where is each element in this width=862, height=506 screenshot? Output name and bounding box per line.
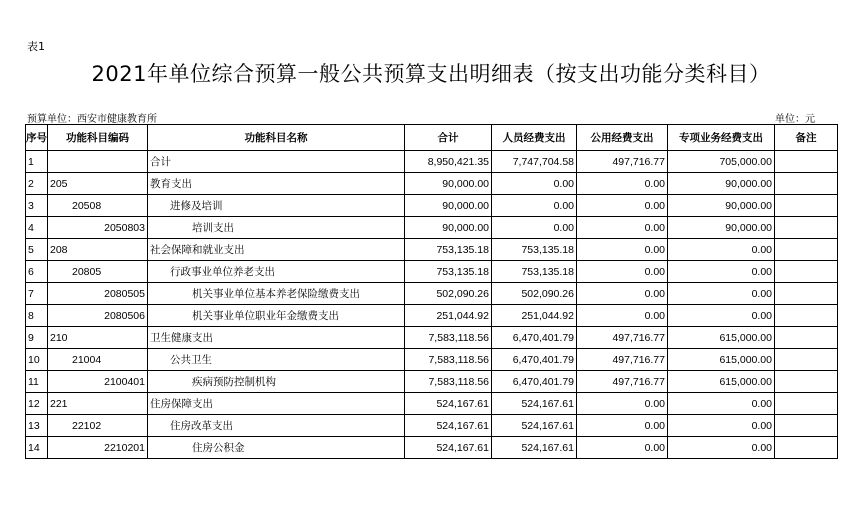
- row-remarks: [775, 283, 838, 305]
- row-personnel: 0.00: [492, 217, 577, 239]
- row-remarks: [775, 327, 838, 349]
- row-seq: 10: [26, 349, 48, 371]
- row-seq: 1: [26, 151, 48, 173]
- row-public: 0.00: [577, 305, 668, 327]
- table-row: [26, 437, 838, 459]
- row-remarks: [775, 173, 838, 195]
- row-total: 502,090.26: [405, 283, 492, 305]
- row-seq: 4: [26, 217, 48, 239]
- header-name: 功能科目名称: [148, 125, 405, 151]
- row-remarks: [775, 415, 838, 437]
- row-total: 7,583,118.56: [405, 371, 492, 393]
- row-special: 0.00: [668, 415, 775, 437]
- row-personnel: 0.00: [492, 173, 577, 195]
- row-code: 2210201: [48, 437, 148, 459]
- row-name: 教育支出: [148, 173, 405, 195]
- row-special: 0.00: [668, 393, 775, 415]
- row-public: 497,716.77: [577, 371, 668, 393]
- row-name: 机关事业单位职业年金缴费支出: [148, 305, 405, 327]
- row-seq: 14: [26, 437, 48, 459]
- row-public: 0.00: [577, 283, 668, 305]
- row-code: 21004: [48, 349, 148, 371]
- header-row: [26, 125, 838, 151]
- row-code: [48, 151, 148, 173]
- header-total: 合计: [405, 125, 492, 151]
- row-public: 0.00: [577, 217, 668, 239]
- row-special: 0.00: [668, 261, 775, 283]
- row-name: 住房保障支出: [148, 393, 405, 415]
- row-name: 疾病预防控制机构: [148, 371, 405, 393]
- row-name: 住房公积金: [148, 437, 405, 459]
- row-personnel: 6,470,401.79: [492, 349, 577, 371]
- row-special: 0.00: [668, 283, 775, 305]
- row-public: 497,716.77: [577, 151, 668, 173]
- header-public: 公用经费支出: [577, 125, 668, 151]
- header-special: 专项业务经费支出: [668, 125, 775, 151]
- row-personnel: 6,470,401.79: [492, 327, 577, 349]
- row-personnel: 524,167.61: [492, 415, 577, 437]
- row-special: 90,000.00: [668, 217, 775, 239]
- row-special: 615,000.00: [668, 371, 775, 393]
- row-name: 培训支出: [148, 217, 405, 239]
- header-personnel: 人员经费支出: [492, 125, 577, 151]
- row-personnel: 502,090.26: [492, 283, 577, 305]
- row-total: 7,583,118.56: [405, 349, 492, 371]
- header-code: 功能科目编码: [48, 125, 148, 151]
- row-public: 0.00: [577, 239, 668, 261]
- row-code: 221: [48, 393, 148, 415]
- row-special: 705,000.00: [668, 151, 775, 173]
- row-name: 社会保障和就业支出: [148, 239, 405, 261]
- row-special: 615,000.00: [668, 327, 775, 349]
- row-personnel: 251,044.92: [492, 305, 577, 327]
- row-code: 20508: [48, 195, 148, 217]
- row-name: 行政事业单位养老支出: [148, 261, 405, 283]
- row-public: 0.00: [577, 173, 668, 195]
- row-personnel: 753,135.18: [492, 261, 577, 283]
- unit-measure: 单位：元: [775, 114, 815, 125]
- row-code: 2100401: [48, 371, 148, 393]
- table-row: [26, 239, 838, 261]
- table-row: [26, 195, 838, 217]
- table-row: [26, 349, 838, 371]
- row-public: 497,716.77: [577, 349, 668, 371]
- row-seq: 8: [26, 305, 48, 327]
- row-code: 2050803: [48, 217, 148, 239]
- row-name: 进修及培训: [148, 195, 405, 217]
- table-row: [26, 151, 838, 173]
- row-remarks: [775, 239, 838, 261]
- table-row: [26, 305, 838, 327]
- row-total: 753,135.18: [405, 239, 492, 261]
- table-row: [26, 371, 838, 393]
- row-public: 0.00: [577, 437, 668, 459]
- header-seq: 序号: [26, 125, 48, 151]
- table-row: [26, 173, 838, 195]
- row-total: 90,000.00: [405, 173, 492, 195]
- row-public: 0.00: [577, 393, 668, 415]
- row-seq: 9: [26, 327, 48, 349]
- row-special: 0.00: [668, 437, 775, 459]
- row-name: 住房改革支出: [148, 415, 405, 437]
- page-title: 2021年单位综合预算一般公共预算支出明细表（按支出功能分类科目）: [91, 62, 771, 86]
- row-seq: 11: [26, 371, 48, 393]
- table-body: [26, 151, 838, 459]
- table-row: [26, 261, 838, 283]
- row-code: 2080505: [48, 283, 148, 305]
- row-code: 210: [48, 327, 148, 349]
- row-personnel: 524,167.61: [492, 437, 577, 459]
- row-personnel: 6,470,401.79: [492, 371, 577, 393]
- row-seq: 6: [26, 261, 48, 283]
- row-name: 卫生健康支出: [148, 327, 405, 349]
- row-code: 208: [48, 239, 148, 261]
- row-name: 合计: [148, 151, 405, 173]
- row-remarks: [775, 393, 838, 415]
- row-name: 机关事业单位基本养老保险缴费支出: [148, 283, 405, 305]
- row-remarks: [775, 349, 838, 371]
- header-remarks: 备注: [775, 125, 838, 151]
- row-code: 2080506: [48, 305, 148, 327]
- expenditure-table: [25, 124, 838, 459]
- row-seq: 7: [26, 283, 48, 305]
- row-remarks: [775, 195, 838, 217]
- row-personnel: 7,747,704.58: [492, 151, 577, 173]
- row-personnel: 0.00: [492, 195, 577, 217]
- row-code: 20805: [48, 261, 148, 283]
- table-row: [26, 283, 838, 305]
- row-personnel: 524,167.61: [492, 393, 577, 415]
- row-seq: 3: [26, 195, 48, 217]
- budget-unit: 预算单位：西安市健康教育所: [27, 114, 157, 125]
- table-row: [26, 393, 838, 415]
- row-remarks: [775, 371, 838, 393]
- row-total: 251,044.92: [405, 305, 492, 327]
- row-public: 0.00: [577, 415, 668, 437]
- row-personnel: 753,135.18: [492, 239, 577, 261]
- row-remarks: [775, 217, 838, 239]
- row-seq: 5: [26, 239, 48, 261]
- row-public: 0.00: [577, 261, 668, 283]
- row-remarks: [775, 261, 838, 283]
- row-special: 0.00: [668, 305, 775, 327]
- row-total: 753,135.18: [405, 261, 492, 283]
- row-public: 0.00: [577, 195, 668, 217]
- row-total: 524,167.61: [405, 393, 492, 415]
- row-seq: 13: [26, 415, 48, 437]
- row-total: 524,167.61: [405, 415, 492, 437]
- row-code: 205: [48, 173, 148, 195]
- row-total: 524,167.61: [405, 437, 492, 459]
- row-total: 7,583,118.56: [405, 327, 492, 349]
- row-special: 0.00: [668, 239, 775, 261]
- table-label: 表1: [27, 40, 45, 53]
- table-row: [26, 415, 838, 437]
- row-seq: 2: [26, 173, 48, 195]
- row-special: 90,000.00: [668, 195, 775, 217]
- row-code: 22102: [48, 415, 148, 437]
- row-total: 90,000.00: [405, 195, 492, 217]
- table-row: [26, 327, 838, 349]
- table-row: [26, 217, 838, 239]
- row-remarks: [775, 151, 838, 173]
- row-special: 615,000.00: [668, 349, 775, 371]
- row-total: 8,950,421.35: [405, 151, 492, 173]
- row-public: 497,716.77: [577, 327, 668, 349]
- row-seq: 12: [26, 393, 48, 415]
- row-remarks: [775, 437, 838, 459]
- row-total: 90,000.00: [405, 217, 492, 239]
- row-name: 公共卫生: [148, 349, 405, 371]
- row-remarks: [775, 305, 838, 327]
- row-special: 90,000.00: [668, 173, 775, 195]
